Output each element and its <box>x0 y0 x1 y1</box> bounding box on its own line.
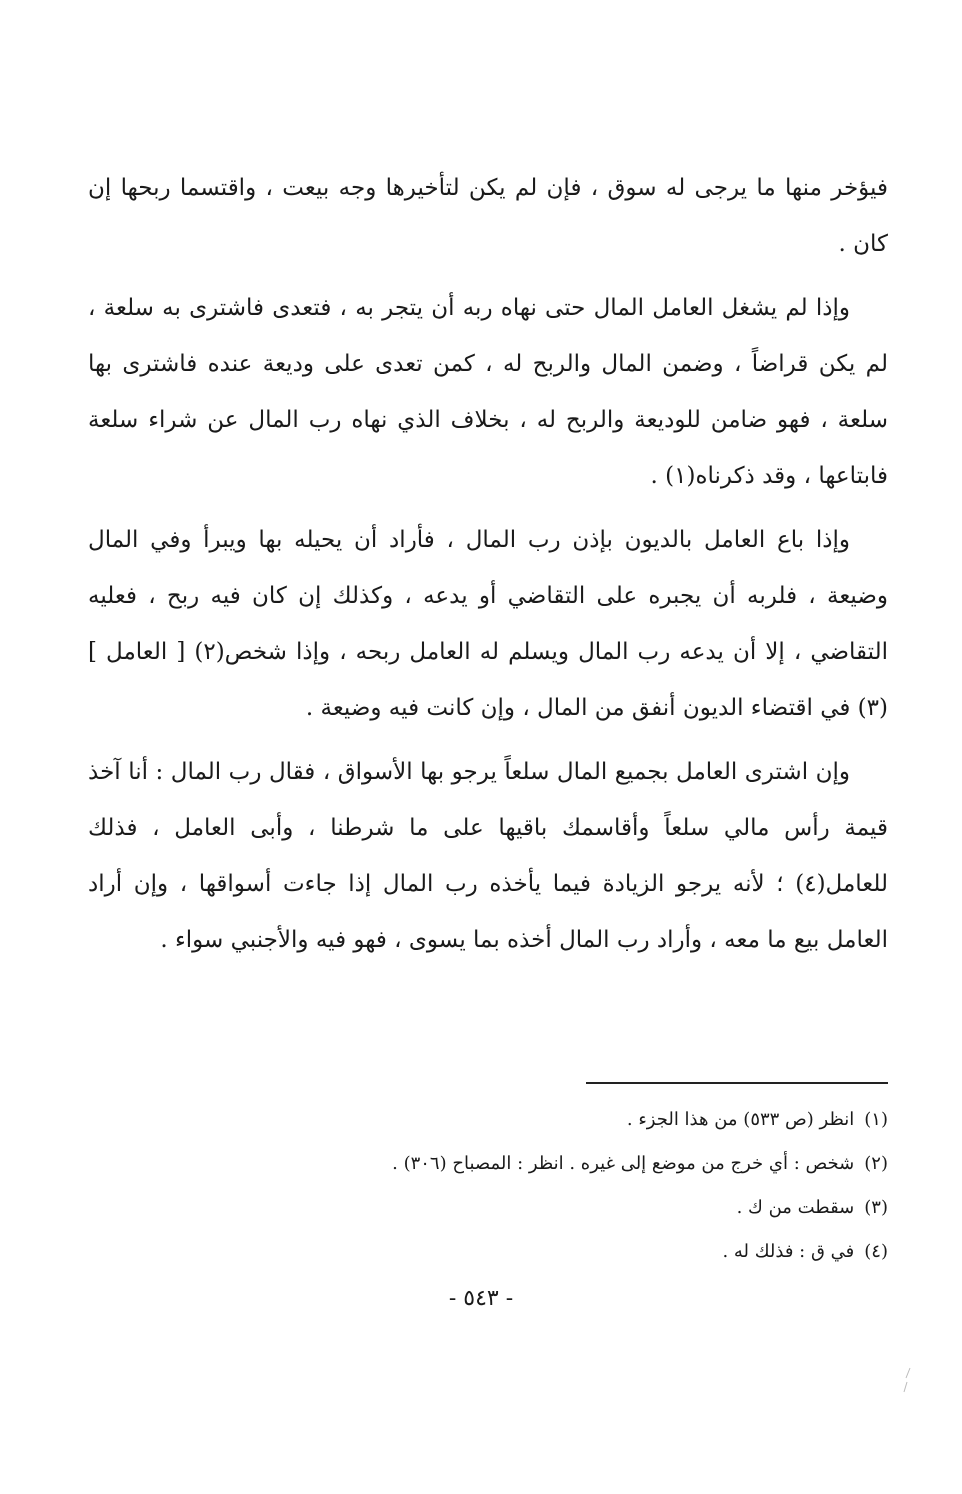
footnote-separator <box>586 1082 888 1084</box>
footnote-2 <box>88 1142 888 1186</box>
paragraph-2: وإذا لم يشغل العامل المال حتى نهاه ربه أن يتجر به ، فتعدى فاشترى به سلعة ، لم يكن قراضاً ، وضمن المال والربح له ، كمن تعدى على وديعة عنده فاشترى بها سلعة ، فهو ضامن للوديعة والربح له ، بخلاف الذي نهاه رب المال عن شراء سلعة فابتاعها ، وقد ذكرناه(١) . <box>88 295 888 489</box>
pencil-mark <box>900 1366 914 1394</box>
footnote-number: (١) <box>864 1109 888 1130</box>
footnote-text: شخص : أي خرج من موضع إلى غيره . انظر : المصباح (٣٠٦) . <box>392 1153 855 1174</box>
footnote-1 <box>88 1098 888 1142</box>
paragraph-3: وإذا باع العامل بالديون بإذن رب المال ، فأراد أن يحيله بها ويبرأ وفي المال وضيعة ، فلربه أن يجبره على التقاضي أو يدعه ، وكذلك إن كان فيه ربح ، فعليه التقاضي ، إلا أن يدعه رب المال ويسلم له العامل ربحه ، وإذا شخص(٢) [ العامل ](٣) في اقتضاء الديون أنفق من المال ، وإن كانت فيه وضيعة . <box>88 527 889 721</box>
footnote-3 <box>88 1186 888 1230</box>
footnote-text: سقطت من ك . <box>736 1197 855 1218</box>
paragraph-4: وإن اشترى العامل بجميع المال سلعاً يرجو بها الأسواق ، فقال رب المال : أنا آخذ قيمة رأس مالي سلعاً وأقاسمك باقيها على ما شرطنا ، وأبى العامل ، فذلك للعامل(٤) ؛ لأنه يرجو الزيادة فيما يأخذه رب المال إذا جاءت أسواقها ، وإن أراد العامل بيع ما معه ، وأراد رب المال أخذه بما يسوى ، فهو فيه والأجنبي سواء . <box>88 759 888 953</box>
footnote-4 <box>88 1230 888 1274</box>
main-text <box>88 160 888 976</box>
footnote-text: في ق : فذلك له . <box>722 1241 855 1262</box>
footnotes <box>88 1098 888 1274</box>
footnote-number: (٤) <box>864 1241 888 1262</box>
footnote-number: (٢) <box>864 1153 888 1174</box>
page-number: - ٥٤٣ - <box>448 1286 514 1311</box>
footnote-text: انظر (ص ٥٣٣) من هذا الجزء . <box>626 1109 855 1130</box>
footnote-number: (٣) <box>864 1197 888 1218</box>
paragraph-1: فيؤخر منها ما يرجى له سوق ، فإن لم يكن لتأخيرها وجه بيعت ، واقتسما ربحها إن كان . <box>88 175 888 257</box>
